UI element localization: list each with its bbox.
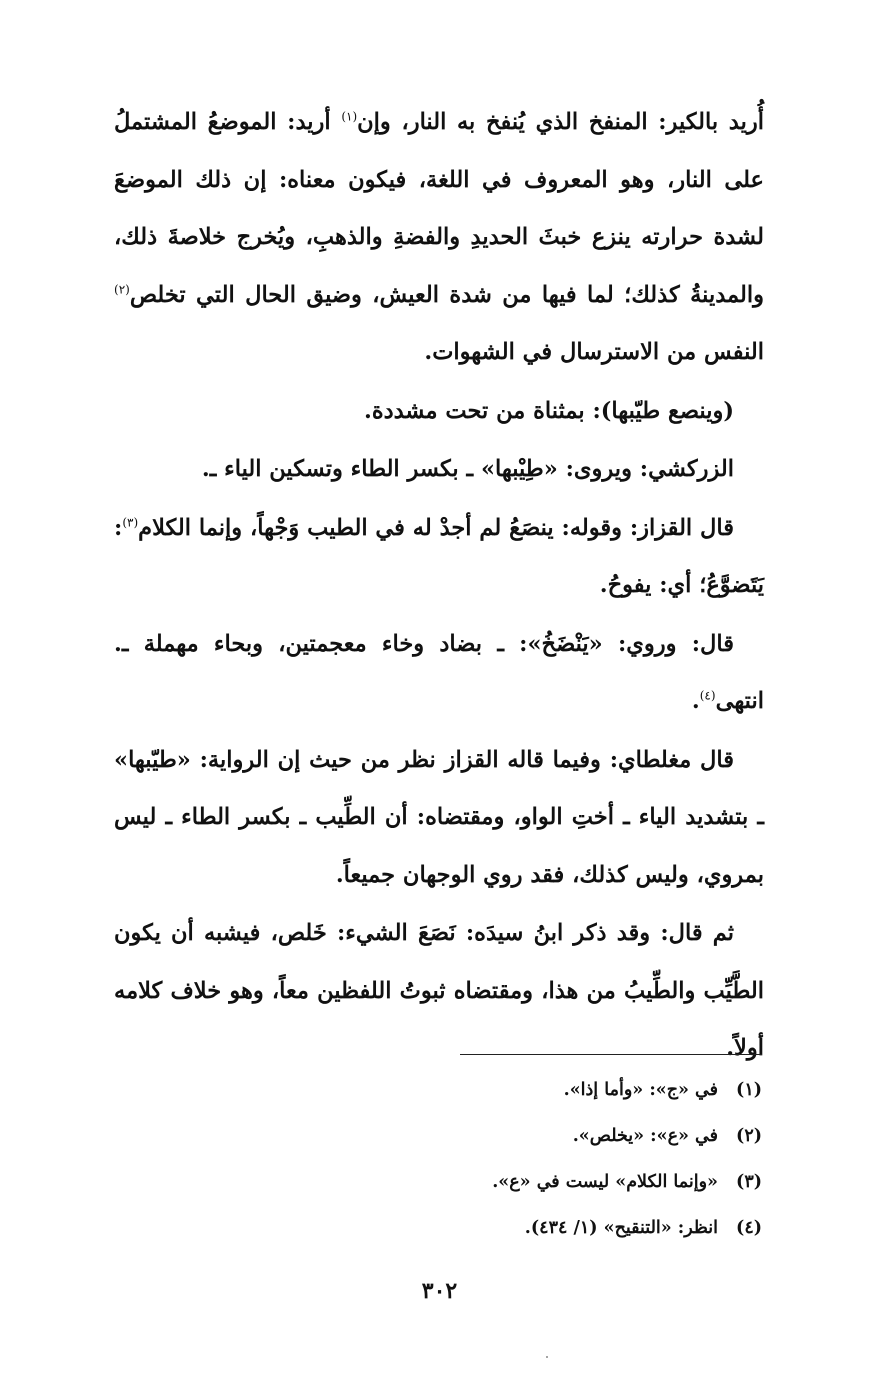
footnote-divider — [460, 1054, 762, 1055]
footnote-2 — [300, 1113, 762, 1159]
paragraph-3: الزركشي: ويروى: «طِيْبها» ـ بكسر الطاء وتسكين الياء ـ. — [201, 456, 734, 482]
paragraph-1-part-b: أريد: الموضعُ المشتملُ على النار، وهو المعروف في اللغة، فيكون معناه: إن ذلك الموضعَ لشدة حرارته ينزع خبثَ الحديدِ والفضةِ والذهبِ، ويُخرج خلاصةَ ذلك، والمدينةُ كذلك؛ لما فيها من شدة العيش، وضيق الحال التي تخلص — [114, 109, 764, 308]
footnote-ref-2: (٢) — [114, 282, 130, 296]
paragraph-5-part-b: . — [691, 688, 700, 714]
main-text — [114, 94, 764, 1079]
paragraph-1-part-a: أُريد بالكير: المنفخ الذي يُنفخ به النار، وإن — [357, 109, 764, 135]
footnote-ref-1: (١) — [341, 109, 358, 124]
footnote-3 — [300, 1159, 762, 1205]
paragraph-5 — [114, 616, 764, 731]
footnote-text: في «ع»: «يخلص». — [572, 1126, 718, 1146]
paragraph-4-part-a: قال القزاز: وقوله: ينصَعُ لم أجدْ له في الطيب وَجْهاً، وإنما الكلام — [138, 514, 734, 541]
footnotes — [300, 1067, 762, 1251]
scan-speck — [546, 1356, 548, 1358]
page-number: ٣٠٢ — [421, 1278, 458, 1304]
footnote-ref-4: (٤) — [699, 688, 716, 703]
footnote-number: (٣) — [736, 1172, 762, 1192]
footnote-text: انظر: «التنقيح» (١/ ٤٣٤). — [524, 1218, 718, 1238]
footnote-text: «وإنما الكلام» ليست في «ع». — [492, 1172, 718, 1192]
footnote-number: (٢) — [736, 1126, 762, 1146]
footnote-number: (١) — [736, 1080, 762, 1100]
paragraph-6: قال مغلطاي: وفيما قاله القزاز نظر من حيث إن الرواية: «طيّبها» ـ بتشديد الياء ـ أختِ الواو، ومقتضاه: أن الطِّيب ـ بكسر الطاء ـ ليس بمروي، وليس كذلك، فقد روي الوجهان جميعاً. — [114, 746, 764, 888]
footnote-1 — [300, 1067, 762, 1113]
paragraph-4-part-b: : يَتَضوَّعُ؛ أي: يفوحُ. — [114, 514, 764, 598]
paragraph-4 — [114, 500, 764, 615]
paragraph-1-part-c: النفس من الاسترسال في الشهوات. — [424, 339, 764, 365]
footnote-number: (٤) — [736, 1218, 762, 1238]
paragraph-5-part-a: قال: وروي: «يَنْضَخُ»: ـ بضاد وخاء معجمتين، وبحاء مهملة ـ. انتهى — [114, 630, 764, 714]
paragraph-2: (وينصع طيّبها): بمثناة من تحت مشددة. — [363, 397, 734, 424]
footnote-4 — [300, 1205, 762, 1251]
paragraph-7: ثم قال: وقد ذكر ابنُ سيدَه: نَصَعَ الشيء: خَلص، فيشبه أن يكون الطَّيِّب والطِّيبُ من هذا، ومقتضاه ثبوتُ اللفظين معاً، وهو خلاف كلامه أولاً. — [114, 920, 764, 1061]
footnote-ref-3: (٣) — [122, 515, 139, 529]
footnote-text: في «ج»: «وأما إذا». — [563, 1080, 718, 1100]
paragraph-1 — [114, 94, 764, 382]
